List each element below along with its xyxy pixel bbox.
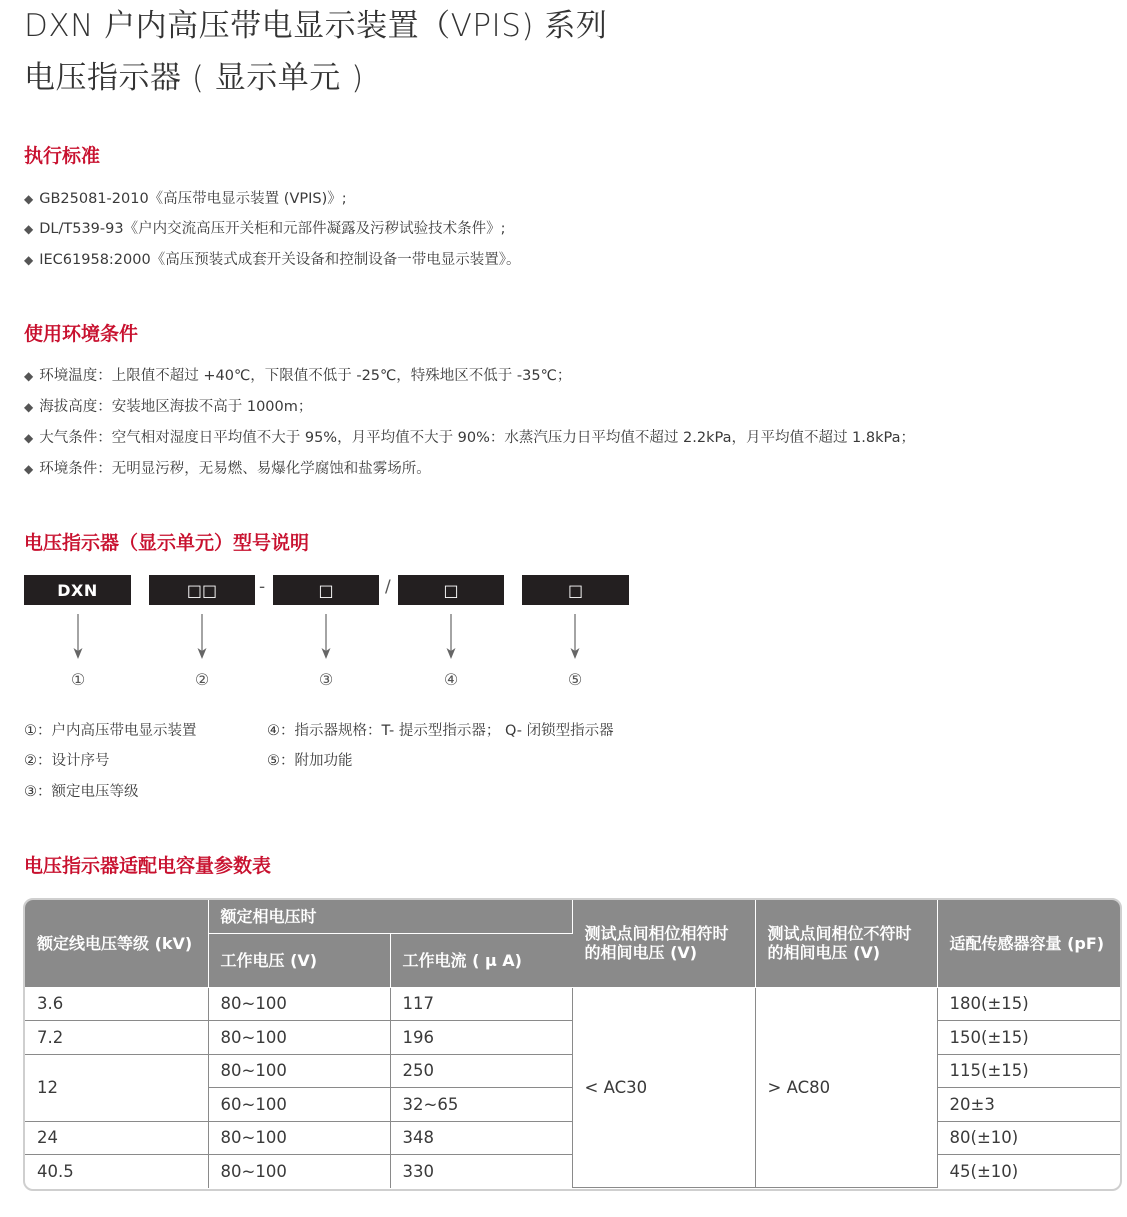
table-row: 24 80~100 348 80(±10) [25, 1121, 1120, 1155]
phase-match-value: < AC30 [572, 987, 755, 1188]
model-number-4: ④ [443, 670, 459, 689]
header-work-voltage: 工作电压 (V) [208, 933, 390, 987]
down-arrow-icon [569, 614, 581, 660]
down-arrow-icon [445, 614, 457, 660]
header-phase-mismatch: 测试点间相位不符时的相间电压 (V) [755, 900, 937, 987]
model-separator-dash: - [259, 577, 266, 597]
page-title: DXN 户内高压带电显示装置（VPIS) 系列 [24, 8, 608, 44]
header-phase-voltage-group: 额定相电压时 [208, 900, 572, 933]
model-code-box-1: DXN [24, 575, 131, 605]
model-heading: 电压指示器（显示单元）型号说明 [24, 532, 310, 554]
model-note-5: ⑤：附加功能 [267, 753, 353, 769]
header-rated-line-voltage: 额定线电压等级 (kV) [25, 900, 208, 987]
model-code-box-3: □ [273, 575, 379, 605]
model-number-2: ② [194, 670, 210, 689]
table-row: 60~100 32~65 20±3 [25, 1088, 1120, 1122]
model-number-3: ③ [318, 670, 334, 689]
diamond-bullet-icon: ◆ [24, 400, 34, 414]
model-number-5: ⑤ [567, 670, 583, 689]
environment-item: ◆ 大气条件：空气相对湿度日平均值不大于 95%，月平均值不大于 90%：水蒸汽压力日平均值不超过 2.2kPa，月平均值不超过 1.8kPa； [24, 430, 915, 446]
model-number-1: ① [70, 670, 86, 689]
model-note-2: ②：设计序号 [24, 753, 110, 769]
model-note-1: ①：户内高压带电显示装置 [24, 723, 197, 739]
header-work-current: 工作电流 ( μ A) [390, 933, 572, 987]
model-code-box-2: □□ [149, 575, 255, 605]
diamond-bullet-icon: ◆ [24, 253, 34, 267]
model-code-box-4: □ [398, 575, 504, 605]
table-heading: 电压指示器适配电容量参数表 [24, 855, 272, 877]
model-code-box-5: □ [522, 575, 629, 605]
diamond-bullet-icon: ◆ [24, 192, 34, 206]
table-row: 7.2 80~100 196 150(±15) [25, 1021, 1120, 1055]
down-arrow-icon [320, 614, 332, 660]
standard-item: ◆ IEC61958:2000《高压预装式成套开关设备和控制设备一带电显示装置》。 [24, 252, 521, 268]
header-phase-match: 测试点间相位相符时的相间电压 (V) [572, 900, 755, 987]
header-sensor-capacity: 适配传感器容量 (pF) [937, 900, 1120, 987]
down-arrow-icon [196, 614, 208, 660]
environment-item: ◆ 海拔高度：安装地区海拔不高于 1000m； [24, 399, 313, 415]
table-row: 40.5 80~100 330 45(±10) [25, 1155, 1120, 1188]
model-note-3: ③：额定电压等级 [24, 784, 139, 800]
capacitance-table [25, 900, 1120, 1188]
model-separator-slash: / [385, 577, 391, 597]
diamond-bullet-icon: ◆ [24, 222, 34, 236]
standard-item: ◆ GB25081-2010《高压带电显示装置 (VPIS)》; [24, 191, 347, 207]
environment-item: ◆ 环境条件：无明显污秽，无易燃、易爆化学腐蚀和盐雾场所。 [24, 461, 431, 477]
diamond-bullet-icon: ◆ [24, 431, 34, 445]
capacitance-table-container [23, 898, 1122, 1191]
table-row: 12 80~100 250 115(±15) [25, 1054, 1120, 1088]
phase-mismatch-value: > AC80 [755, 987, 937, 1188]
environment-heading: 使用环境条件 [24, 323, 139, 345]
standards-heading: 执行标准 [24, 145, 101, 167]
environment-item: ◆ 环境温度：上限值不超过 +40℃，下限值不低于 -25℃，特殊地区不低于 -35℃； [24, 368, 572, 384]
model-note-4: ④：指示器规格：T- 提示型指示器； Q- 闭锁型指示器 [267, 723, 614, 739]
table-row: 3.6 80~100 117 < AC30 > AC80 180(±15) [25, 987, 1120, 1021]
diamond-bullet-icon: ◆ [24, 462, 34, 476]
diamond-bullet-icon: ◆ [24, 369, 34, 383]
down-arrow-icon [72, 614, 84, 660]
page-subtitle: 电压指示器 ( 显示单元 ) [24, 60, 364, 96]
standard-item: ◆ DL/T539-93《户内交流高压开关柜和元部件凝露及污秽试验技术条件》; [24, 221, 506, 237]
